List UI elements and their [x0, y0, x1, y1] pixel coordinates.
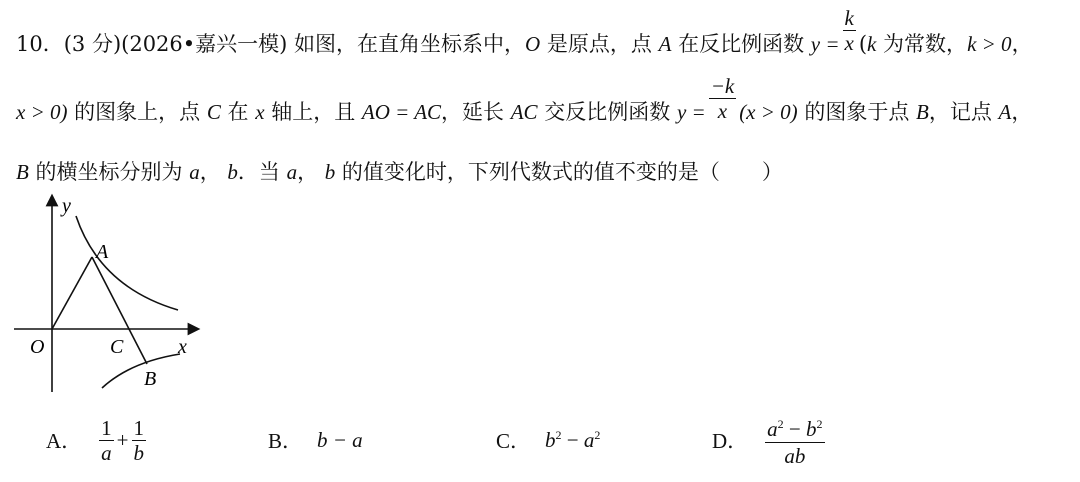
point-b-label: B: [916, 100, 929, 124]
point-a-label: A: [998, 100, 1012, 124]
y-equals: y =: [810, 32, 840, 56]
question-text: 轴上，且: [264, 100, 362, 124]
hyperbola-positive-curve: [76, 216, 178, 310]
fraction-option-d: [765, 411, 824, 469]
question-prefix: 10．(3 分)(2026•嘉兴一模) 如图，在直角坐标系中，: [16, 32, 526, 56]
exponent: 2: [777, 417, 784, 431]
label-c: C: [110, 336, 124, 358]
point-c-label: C: [206, 100, 221, 124]
fraction-denominator: ab: [784, 444, 806, 468]
fraction-numerator: [765, 411, 824, 443]
question-text: 的值变化时，下列代数式的值不变的是（ ）: [335, 160, 783, 184]
option-b-letter: B．: [268, 429, 304, 453]
x-condition: (x > 0): [739, 100, 798, 124]
question-text: 的横坐标分别为: [28, 160, 190, 184]
exponent: 2: [816, 417, 823, 431]
option-c-letter: C．: [496, 429, 532, 453]
question-text: 在反比例函数: [671, 32, 811, 56]
minus-sign: −: [561, 427, 584, 452]
ao-equals-ac: AO = AC: [361, 100, 442, 124]
y-equals: y =: [676, 100, 706, 124]
var-a: a: [189, 160, 200, 184]
segment-ac: AC: [510, 100, 538, 124]
coordinate-figure: [10, 192, 210, 397]
question-line-1: [16, 6, 1033, 58]
k-var: k: [867, 32, 877, 56]
question-text: 的图象上，点: [67, 100, 207, 124]
base-b: b: [806, 417, 817, 441]
minus-sign: −: [783, 417, 807, 441]
question-text: ，延长: [441, 100, 511, 124]
var-b: b: [324, 160, 336, 184]
question-line-3: [16, 156, 783, 186]
question-text: 为常数，: [876, 32, 968, 56]
fraction-numerator: 1: [133, 415, 145, 440]
fraction-k-over-x: [843, 6, 856, 55]
fraction-1-over-b: [132, 416, 147, 465]
base-a: a: [583, 427, 595, 452]
k-condition: k > 0: [967, 32, 1012, 56]
exponent: 2: [594, 427, 601, 442]
point-o-label: O: [525, 32, 541, 56]
label-x: x: [178, 336, 187, 358]
question-text: ，: [199, 160, 228, 184]
fraction-denominator: a: [101, 440, 112, 465]
base-a: a: [767, 417, 778, 441]
label-b: B: [144, 368, 157, 390]
var-b: b: [227, 160, 238, 184]
fraction-denominator: b: [133, 440, 145, 465]
question-text: ，: [1011, 32, 1033, 56]
option-a-letter: A．: [46, 429, 83, 453]
option-c-expression: [545, 428, 600, 453]
option-b-expression: b − a: [317, 427, 363, 452]
label-a: A: [96, 241, 109, 263]
question-text: 是原点，点: [540, 32, 659, 56]
question-line-2: [16, 74, 1033, 126]
question-text: ，: [297, 160, 325, 184]
label-y: y: [62, 195, 71, 217]
x-var: x: [255, 100, 265, 124]
option-d[interactable]: [712, 410, 828, 470]
fraction-numerator: −k: [710, 74, 735, 98]
plus-sign: +: [116, 427, 129, 452]
paren: (: [858, 32, 868, 56]
option-c[interactable]: [496, 410, 600, 470]
point-b-label: B: [16, 160, 29, 184]
fraction-denominator: x: [717, 99, 728, 123]
option-d-letter: D．: [712, 429, 749, 453]
answer-options: [0, 410, 1080, 470]
question-text: ．当: [237, 160, 287, 184]
option-a[interactable]: [46, 410, 149, 470]
exponent: 2: [555, 427, 562, 442]
fraction-denominator: x: [844, 31, 854, 55]
var-a: a: [286, 160, 298, 184]
fraction-1-over-a: [99, 416, 114, 465]
question-text: 的图象于点: [797, 100, 917, 124]
segment-oa: [52, 257, 92, 329]
question-text: 在: [220, 100, 256, 124]
question-text: ，记点: [928, 100, 999, 124]
option-b[interactable]: [268, 410, 363, 470]
fraction-numerator: 1: [101, 415, 112, 440]
fraction-neg-k-over-x: [709, 74, 737, 123]
question-text: ，: [1011, 100, 1033, 124]
label-o: O: [30, 336, 45, 358]
fraction-numerator: k: [844, 6, 854, 30]
question-text: 交反比例函数: [537, 100, 677, 124]
hyperbola-negative-curve: [102, 354, 180, 388]
base-b: b: [545, 427, 556, 452]
cut-off-text-fragment: [60, 474, 620, 482]
x-condition: x > 0): [16, 100, 68, 124]
point-a-label: A: [658, 32, 672, 56]
